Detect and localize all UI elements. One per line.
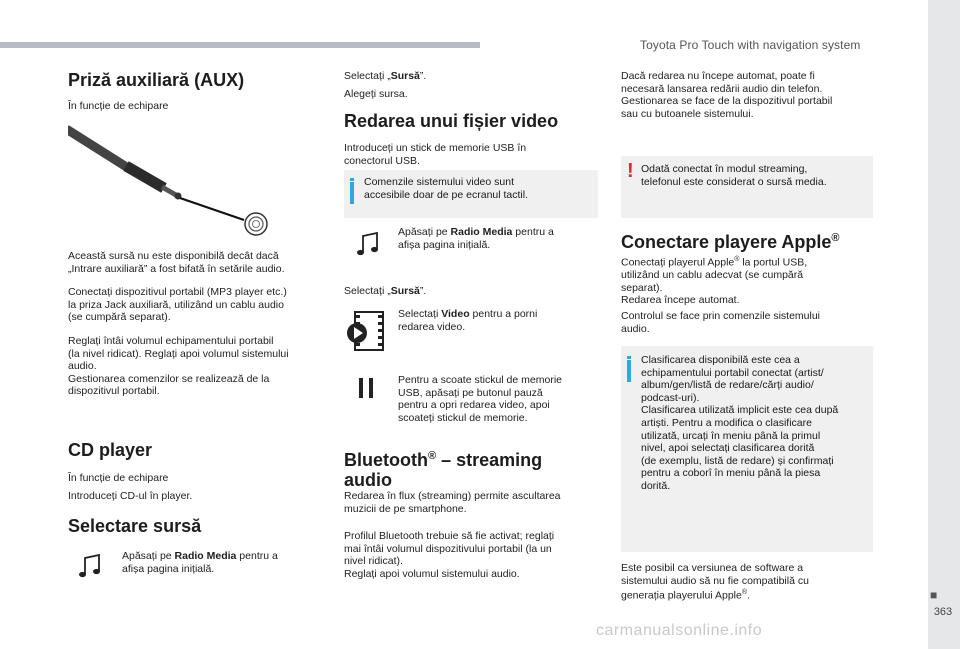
source-select-title: Selectare sursă: [68, 516, 202, 536]
info-icon: [350, 182, 354, 204]
bluetooth-title: Bluetooth® – streaming audio: [344, 450, 543, 490]
streaming-warning-note: [621, 156, 873, 218]
page-number: 363: [933, 606, 953, 618]
aux-subtitle: În funcție de echipare: [68, 100, 169, 112]
music-note-icon: [78, 554, 102, 580]
radio-media-label: Radio Media: [174, 550, 237, 562]
video-step-2: Selectați Video pentru a porni redarea video.: [398, 308, 538, 333]
apple-info-text: Clasificarea disponibilă este cea a echipamentului portabil conectat (artist/ album/gen/listă de redare/cărți audio/ podcast-uri). Clasificarea utilizată implicit este cea după artiști. Pentru a modifica o clasificare utilizată, urcați în meniu până la primul nivel, apoi selectați clasificarea dorită (de exemplu, listă de redare) și confirmați pentru a coborî în meniu până la piesa dorită.: [641, 354, 839, 492]
aux-jack-plug-icon: [68, 124, 274, 236]
warning-exclamation-icon: !: [627, 160, 634, 182]
streaming-paragraph: Dacă redarea nu începe automat, poate fi necesară lansarea redării audio din telefon. Gestionarea se face de la dispozitivul portabil sau cu butoanele sistemului.: [621, 70, 833, 120]
aux-paragraph-1: Această sursă nu este disponibilă decât dacă „Intrare auxiliară” a fost bifată în setările audio.: [68, 250, 285, 275]
watermark: carmanualsonline.info: [596, 622, 763, 639]
header-title: Toyota Pro Touch with navigation system: [640, 38, 861, 52]
aux-paragraph-3: Reglați întâi volumul echipamentului portabil (la nivel ridicat). Reglați apoi volumul sistemului audio. Gestionarea comenzilor se realizează de la dispozitivul portabil.: [68, 335, 289, 398]
pause-icon: [358, 378, 374, 398]
cd-paragraph: Introduceți CD-ul în player.: [68, 490, 193, 502]
bluetooth-paragraph-2: Profilul Bluetooth trebuie să fie activat; reglați mai întâi volumul dispozitivului portabil (la un nivel ridicat). Reglați apoi volumul sistemului audio.: [344, 530, 555, 580]
cd-title: CD player: [68, 440, 153, 460]
radio-media-label: Radio Media: [450, 226, 513, 238]
video-info-text: Comenzile sistemului video sunt accesibile doar de pe ecranul tactil.: [364, 176, 529, 201]
source-select-step: Apăsați pe Radio Media pentru a afișa pagina inițială.: [122, 550, 278, 575]
apple-title: Conectare playere Apple®: [621, 232, 840, 252]
video-info-note: [344, 170, 598, 218]
apple-paragraph-2: Controlul se face prin comenzile sistemului audio.: [621, 310, 821, 335]
info-icon: [627, 360, 631, 382]
video-paragraph-1: Introduceți un stick de memorie USB în conectorul USB.: [344, 142, 527, 167]
page-marker: ■: [930, 588, 938, 602]
streaming-warning-text: Odată conectat în modul streaming, telefonul este considerat o sursă media.: [641, 163, 827, 188]
video-select-source: Selectați „Sursă”.: [344, 285, 427, 297]
cd-subtitle: În funcție de echipare: [68, 472, 169, 484]
apple-compatibility-paragraph: Este posibil ca versiunea de software a sistemului audio să nu fie compatibilă cu generația playerului Apple®.: [621, 562, 809, 602]
bluetooth-paragraph-1: Redarea în flux (streaming) permite ascultarea muzicii de pe smartphone.: [344, 490, 561, 515]
apple-paragraph-1: Conectați playerul Apple® la portul USB, utilizând un cablu adecvat (se cumpără separat). Redarea începe automat.: [621, 256, 808, 307]
video-label: Video: [441, 308, 470, 320]
choose-source-line: Alegeți sursa.: [344, 88, 408, 100]
video-title: Redarea unui fișier video: [344, 111, 559, 131]
apple-info-note: [621, 346, 873, 552]
header-rule: [0, 42, 480, 48]
page-edge-strip: [928, 0, 960, 649]
video-step-3: Pentru a scoate stickul de memorie USB, apăsați pe butonul pauză pentru a opri redarea video, apoi scoateți stickul de memorie.: [398, 374, 562, 424]
aux-title: Priză auxiliară (AUX): [68, 70, 245, 90]
select-source-line: Selectați „Sursă”.: [344, 70, 427, 82]
video-play-icon: [346, 311, 386, 351]
music-note-icon: [356, 232, 380, 258]
aux-paragraph-2: Conectați dispozitivul portabil (MP3 player etc.) la priza Jack auxiliară, utilizând un cablu audio (se cumpără separat).: [68, 286, 287, 324]
video-step-1: Apăsați pe Radio Media pentru a afișa pagina inițială.: [398, 226, 554, 251]
